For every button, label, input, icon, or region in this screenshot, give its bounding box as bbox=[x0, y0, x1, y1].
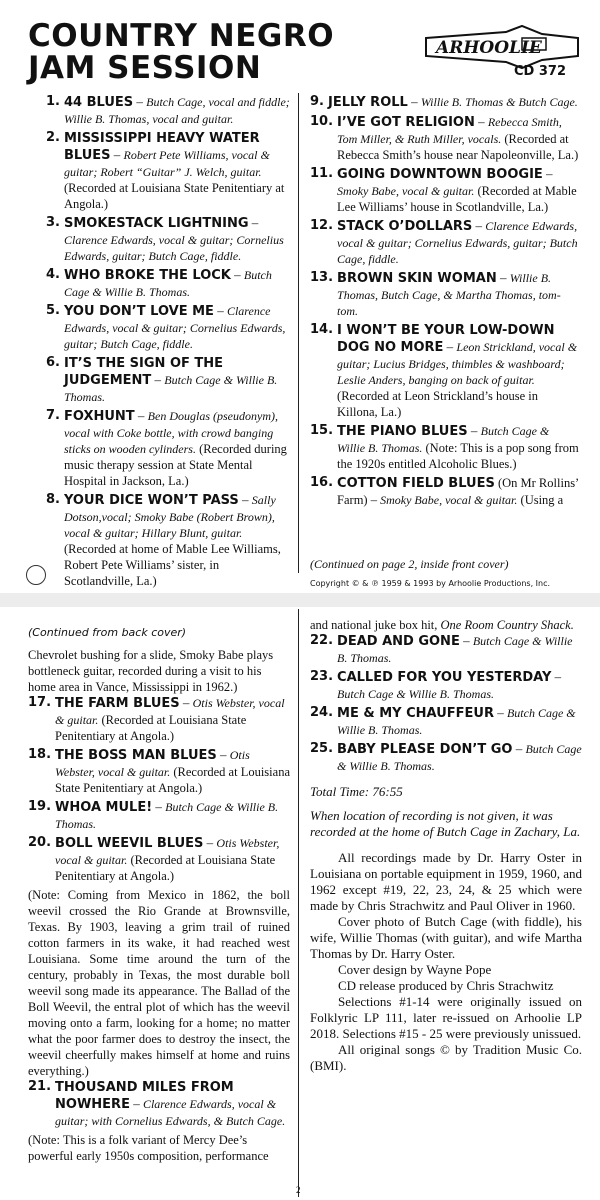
track-item bbox=[310, 669, 582, 702]
track-separator: – bbox=[133, 94, 147, 109]
track-number: 15. bbox=[310, 423, 334, 438]
track-performers: Willie B. Thomas & Butch Cage. bbox=[420, 95, 578, 109]
track-body bbox=[64, 215, 291, 264]
track-item bbox=[46, 355, 291, 405]
track-number: 16. bbox=[310, 475, 334, 490]
track-body bbox=[55, 799, 290, 832]
track-number: 13. bbox=[310, 270, 334, 285]
track-note: (Recorded during music therapy session at State Mental Hospital in Jackson, La.) bbox=[63, 442, 287, 488]
track-performers: Clarence Edwards, vocal & guitar; with Cornelius Edwards, & Butch Cage. bbox=[55, 1097, 286, 1128]
copyright-notice: Copyright © & ℗ 1959 & 1993 by Arhoolie Productions, Inc. bbox=[310, 579, 551, 588]
track-performers: Clarence Edwards, vocal & guitar; Cornelius Edwards, guitar; Butch Cage, fiddle. bbox=[63, 304, 286, 351]
track-item bbox=[310, 741, 582, 774]
track-number: 8. bbox=[46, 492, 60, 507]
track-title: BABY PLEASE DON’T GO bbox=[337, 742, 513, 757]
track-item bbox=[46, 94, 291, 127]
track-performers: Leon Strickland, vocal & guitar; Lucius Bridges, thimbles & washboard; Leslie Anders, banging on back of guitar. bbox=[337, 340, 578, 387]
track-number: 17. bbox=[28, 695, 52, 710]
track-number: 9. bbox=[310, 94, 324, 109]
track-separator: – bbox=[472, 218, 486, 233]
track-separator: – bbox=[407, 94, 421, 109]
track-title: MISSISSIPPI HEAVY WATER BLUES bbox=[63, 131, 260, 163]
track-performers: Smoky Babe, vocal & guitar. bbox=[380, 493, 518, 507]
track-performers: Butch Cage & Willie B. Thomas. bbox=[337, 424, 550, 455]
track-number: 25. bbox=[310, 741, 334, 756]
title-line-1: COUNTRY NEGRO bbox=[28, 18, 335, 54]
panel-gap bbox=[0, 593, 600, 607]
track-title: THE BOSS MAN BLUES bbox=[55, 748, 217, 763]
track-separator: – bbox=[474, 114, 488, 129]
track-number: 1. bbox=[46, 94, 60, 109]
track-title: SMOKESTACK LIGHTNING bbox=[63, 216, 249, 231]
track-item bbox=[46, 492, 291, 589]
credit-copyright: All original songs © by Tradition Music Co. (BMI). bbox=[310, 1042, 582, 1073]
track-title: FOXHUNT bbox=[63, 409, 135, 424]
track-performers: Butch Cage & Willie B. Thomas. bbox=[63, 268, 272, 299]
track-item bbox=[310, 114, 580, 163]
track-body bbox=[55, 747, 290, 796]
track-performers: Otis Webster, vocal & guitar. bbox=[55, 836, 280, 867]
track-performers: Sally Dotson,vocal; Smoky Babe (Robert Brown), vocal & guitar; Hillary Blunt, guitar. bbox=[63, 493, 276, 540]
track-performers: Ben Douglas (pseudonym), vocal with Coke bottle, with crowd banging sticks on wooden cylinders. bbox=[63, 409, 278, 456]
track-item bbox=[46, 130, 291, 212]
track-number: 2. bbox=[46, 130, 60, 145]
track-performers: Otis Webster, vocal & guitar. bbox=[55, 696, 285, 727]
track-title: CALLED FOR YOU YESTERDAY bbox=[337, 670, 552, 685]
track-21-note: (Note: This is a folk variant of Mercy Dee’s powerful early 1950s composition, performance bbox=[28, 1133, 269, 1163]
track-note: (Recorded at Louisiana State Penitentiary at Angola.) bbox=[55, 765, 290, 795]
track-number: 3. bbox=[46, 215, 60, 230]
track-separator: – bbox=[134, 408, 148, 423]
track-note: (Note: This is a pop song from the 1920s entitled Alcoholic Blues.) bbox=[337, 441, 579, 471]
p2-left-tracks bbox=[28, 695, 290, 884]
track-title: I’VE GOT RELIGION bbox=[337, 115, 475, 130]
back-cover-panel bbox=[0, 0, 600, 593]
track-separator: – bbox=[512, 741, 526, 756]
track-body bbox=[64, 267, 291, 300]
p2-right-column bbox=[310, 617, 582, 1074]
album-title bbox=[28, 20, 334, 84]
track-title: YOU DON’T LOVE ME bbox=[63, 304, 214, 319]
track-body bbox=[337, 218, 580, 267]
track-title: BOLL WEEVIL BLUES bbox=[55, 836, 204, 851]
track-body bbox=[337, 166, 580, 215]
p2-right-lead: and national juke box hit, bbox=[310, 618, 441, 632]
track-performers: Butch Cage & Willie B. Thomas. bbox=[55, 800, 279, 831]
p2-left-column bbox=[28, 625, 290, 1164]
continued-from-note: (Continued from back cover) bbox=[28, 626, 187, 639]
track-title: GOING DOWNTOWN BOOGIE bbox=[337, 167, 543, 182]
track-performers: Butch Cage & Willie B. Thomas. bbox=[337, 687, 495, 701]
track-body bbox=[337, 669, 582, 702]
track-number: 20. bbox=[28, 835, 52, 850]
track-title: JELLY ROLL bbox=[327, 95, 408, 110]
track-body bbox=[337, 114, 580, 163]
track-performers: Clarence Edwards, vocal & guitar; Cornelius Edwards, guitar; Butch Cage, fiddle. bbox=[63, 233, 284, 263]
track-note-pre: (On Mr Rollins’ Farm) – bbox=[337, 476, 579, 507]
track-title: ME & MY CHAUFFEUR bbox=[337, 706, 494, 721]
track-body bbox=[55, 835, 290, 884]
track-title: THE PIANO BLUES bbox=[337, 424, 468, 439]
track-body bbox=[337, 705, 582, 738]
page-number: 2 bbox=[296, 1185, 301, 1195]
track-note: (Recorded at Louisiana State Penitentiary at Angola.) bbox=[63, 181, 285, 211]
track-title: STACK O’DOLLARS bbox=[337, 219, 473, 234]
track-body bbox=[337, 741, 582, 774]
credits bbox=[310, 850, 582, 1074]
track-performers: Willie B. Thomas, Butch Cage, & Martha Thomas, tom-tom. bbox=[337, 271, 561, 318]
track-note: (Recorded at Leon Strickland’s house in Killona, La.) bbox=[337, 389, 539, 419]
track-title: COTTON FIELD BLUES bbox=[337, 476, 495, 491]
track-number: 22. bbox=[310, 633, 334, 648]
track-performers: Clarence Edwards, vocal & guitar; Cornelius Edwards, guitar; Butch Cage, fiddle. bbox=[337, 219, 578, 266]
track-performers: Robert Pete Williams, vocal & guitar; Robert “Guitar” J. Welch, guitar. bbox=[63, 148, 270, 179]
track-body bbox=[64, 492, 291, 589]
column-divider bbox=[298, 93, 299, 573]
track-separator: – bbox=[179, 695, 193, 710]
track-note: (Recorded at Louisiana State Penitentiary at Angola.) bbox=[55, 713, 247, 743]
track-note: (Using a bbox=[517, 493, 564, 507]
track-number: 7. bbox=[46, 408, 60, 423]
track-item bbox=[46, 267, 291, 300]
track-item bbox=[310, 705, 582, 738]
track-item bbox=[310, 166, 580, 215]
total-time: Total Time: 76:55 bbox=[310, 784, 403, 799]
track-item bbox=[28, 695, 290, 744]
track-note: (Recorded at Mable Lee Williams’ house in Scotlandville, La.) bbox=[337, 184, 577, 214]
track-item bbox=[46, 303, 291, 352]
track-body bbox=[337, 322, 580, 420]
track-performers: Butch Cage, vocal and fiddle; Willie B. Thomas, vocal and guitar. bbox=[63, 95, 290, 126]
track-body bbox=[55, 695, 290, 744]
track-body bbox=[64, 303, 291, 352]
track-separator: – bbox=[248, 215, 259, 230]
track-number: 18. bbox=[28, 747, 52, 762]
track-performers: Butch Cage & Willie B. Thomas. bbox=[337, 634, 573, 665]
location-note: When location of recording is not given, it was recorded at the home of Butch Cage in Zachary, La. bbox=[310, 808, 581, 839]
logo-text: ARHOOLIE bbox=[436, 38, 542, 58]
track-separator: – bbox=[230, 267, 244, 282]
song-reference: One Room Country Shack. bbox=[440, 618, 574, 632]
track-note: (Recorded at Louisiana State Penitentiary at Angola.) bbox=[55, 853, 276, 883]
track-separator: – bbox=[459, 633, 473, 648]
track-separator: – bbox=[110, 147, 124, 162]
track-title: 44 BLUES bbox=[63, 95, 134, 110]
track-separator: – bbox=[467, 423, 481, 438]
track-title: BROWN SKIN WOMAN bbox=[337, 271, 497, 286]
p2-intro: Chevrolet bushing for a slide, Smoky Babe plays bottleneck guitar, recorded during a visit to his home area in Vance, Mississippi in 1962.) bbox=[28, 648, 274, 694]
track-body bbox=[337, 475, 580, 508]
track-item bbox=[310, 475, 580, 508]
credit-photo: Cover photo of Butch Cage (with fiddle), his wife, Willie Thomas (with guitar), and wife Martha Thomas by Dr. Harry Oster. bbox=[310, 914, 582, 961]
track-number: 14. bbox=[310, 322, 334, 337]
track-item bbox=[310, 218, 580, 267]
track-separator: – bbox=[213, 303, 227, 318]
track-item bbox=[310, 423, 580, 472]
track-number: 23. bbox=[310, 669, 334, 684]
track-separator: – bbox=[203, 835, 217, 850]
track-body bbox=[64, 94, 291, 127]
track-body bbox=[328, 94, 578, 111]
track-title: THE FARM BLUES bbox=[55, 696, 180, 711]
track-performers: Rebecca Smith, Tom Miller, & Ruth Miller, vocals. bbox=[337, 115, 562, 146]
p2-right-tracks bbox=[310, 633, 582, 774]
credit-design: Cover design by Wayne Pope bbox=[338, 962, 492, 977]
track-title: WHOA MULE! bbox=[55, 800, 153, 815]
track-body bbox=[337, 270, 580, 319]
track-title: DEAD AND GONE bbox=[337, 634, 460, 649]
track-number: 4. bbox=[46, 267, 60, 282]
track-item bbox=[28, 1079, 290, 1129]
track-body bbox=[64, 408, 291, 489]
column-divider bbox=[298, 609, 299, 1197]
credit-producer: CD release produced by Chris Strachwitz bbox=[338, 978, 554, 993]
track-item bbox=[28, 835, 290, 884]
track-separator: – bbox=[151, 372, 165, 387]
track-title: I WON’T BE YOUR LOW-DOWN DOG NO MORE bbox=[337, 323, 555, 355]
track-item bbox=[310, 322, 580, 420]
track-item bbox=[28, 799, 290, 832]
track-separator: – bbox=[152, 799, 166, 814]
track-separator: – bbox=[216, 747, 230, 762]
title-line-2: JAM SESSION bbox=[28, 50, 262, 86]
track-separator: – bbox=[551, 669, 562, 684]
track-number: 21. bbox=[28, 1079, 52, 1094]
right-track-list bbox=[310, 94, 580, 511]
track-note: (Recorded at home of Mable Lee Williams, Robert Pete Williams’ sister, in Scotlandville, La.) bbox=[63, 542, 281, 588]
track-separator: – bbox=[542, 166, 553, 181]
track-body bbox=[64, 355, 291, 405]
boll-weevil-note: (Note: Coming from Mexico in 1862, the boll weevil crossed the Rio Grande at Brownsville, Texas. By 1903, leaving a grim trail of ruined cotton farmers in its wake, it had reached west Louisiana. Some time around the turn of the century, probably in Texas, the most durable boll weevil song made its appearance. The Ballad of the Boll Weevil, the entral plot of which has the weevil moving onto a farm, looking for a home; no matter what the poor farmer does to destroy the insect, the weevil cheerfully makes himself at home and ruins everything.) bbox=[28, 888, 290, 1078]
track-title: IT’S THE SIGN OF THE JUDGEMENT bbox=[63, 356, 224, 388]
top-footer bbox=[310, 556, 590, 592]
track-number: 12. bbox=[310, 218, 334, 233]
track-separator: – bbox=[496, 270, 510, 285]
track-title: THOUSAND MILES FROM NOWHERE bbox=[55, 1080, 234, 1112]
seal-icon bbox=[26, 565, 46, 585]
track-body bbox=[64, 130, 291, 212]
track-number: 6. bbox=[46, 355, 60, 370]
left-track-list bbox=[46, 94, 291, 592]
inside-cover-panel bbox=[0, 607, 600, 1200]
track-separator: – bbox=[443, 339, 457, 354]
track-item bbox=[310, 94, 580, 111]
credit-issue: Selections #1-14 were originally issued on Folklyric LP 111, later re-issued on Arhoolie LP 2018. Selections #15 - 25 were previously unissued. bbox=[310, 994, 582, 1041]
track-body bbox=[55, 1079, 290, 1129]
track-number: 10. bbox=[310, 114, 334, 129]
track-number: 11. bbox=[310, 166, 334, 181]
track-separator: – bbox=[238, 492, 252, 507]
track-body bbox=[337, 423, 580, 472]
track-item bbox=[310, 270, 580, 319]
track-number: 5. bbox=[46, 303, 60, 318]
track-item bbox=[46, 408, 291, 489]
track-number: 24. bbox=[310, 705, 334, 720]
track-number: 19. bbox=[28, 799, 52, 814]
track-separator: – bbox=[493, 705, 507, 720]
track-21 bbox=[28, 1079, 290, 1129]
track-title: WHO BROKE THE LOCK bbox=[63, 268, 231, 283]
track-body bbox=[337, 633, 582, 666]
catalog-number: CD 372 bbox=[514, 64, 566, 79]
track-performers: Smoky Babe, vocal & guitar. bbox=[337, 184, 475, 198]
track-title: YOUR DICE WON’T PASS bbox=[63, 493, 239, 508]
track-item bbox=[310, 633, 582, 666]
credit-recordings: All recordings made by Dr. Harry Oster in Louisiana on portable equipment in 1959, 1960, and 1962 except #19, 22, 23, 24, & 25 which were made by Chris Strachwitz and Paul Oliver in 1960. bbox=[310, 850, 582, 913]
track-performers: Butch Cage & Willie B. Thomas. bbox=[337, 706, 576, 737]
track-note: (Recorded at Rebecca Smith’s house near Napoleonville, La.) bbox=[337, 132, 579, 162]
continued-on-note: (Continued on page 2, inside front cover) bbox=[310, 557, 509, 571]
track-item bbox=[46, 215, 291, 264]
track-performers: Otis Webster, vocal & guitar. bbox=[55, 748, 250, 779]
track-performers: Butch Cage & Willie B. Thomas. bbox=[337, 742, 582, 773]
track-item bbox=[28, 747, 290, 796]
track-performers: Butch Cage & Willie B. Thomas. bbox=[63, 373, 278, 404]
track-separator: – bbox=[129, 1096, 143, 1111]
